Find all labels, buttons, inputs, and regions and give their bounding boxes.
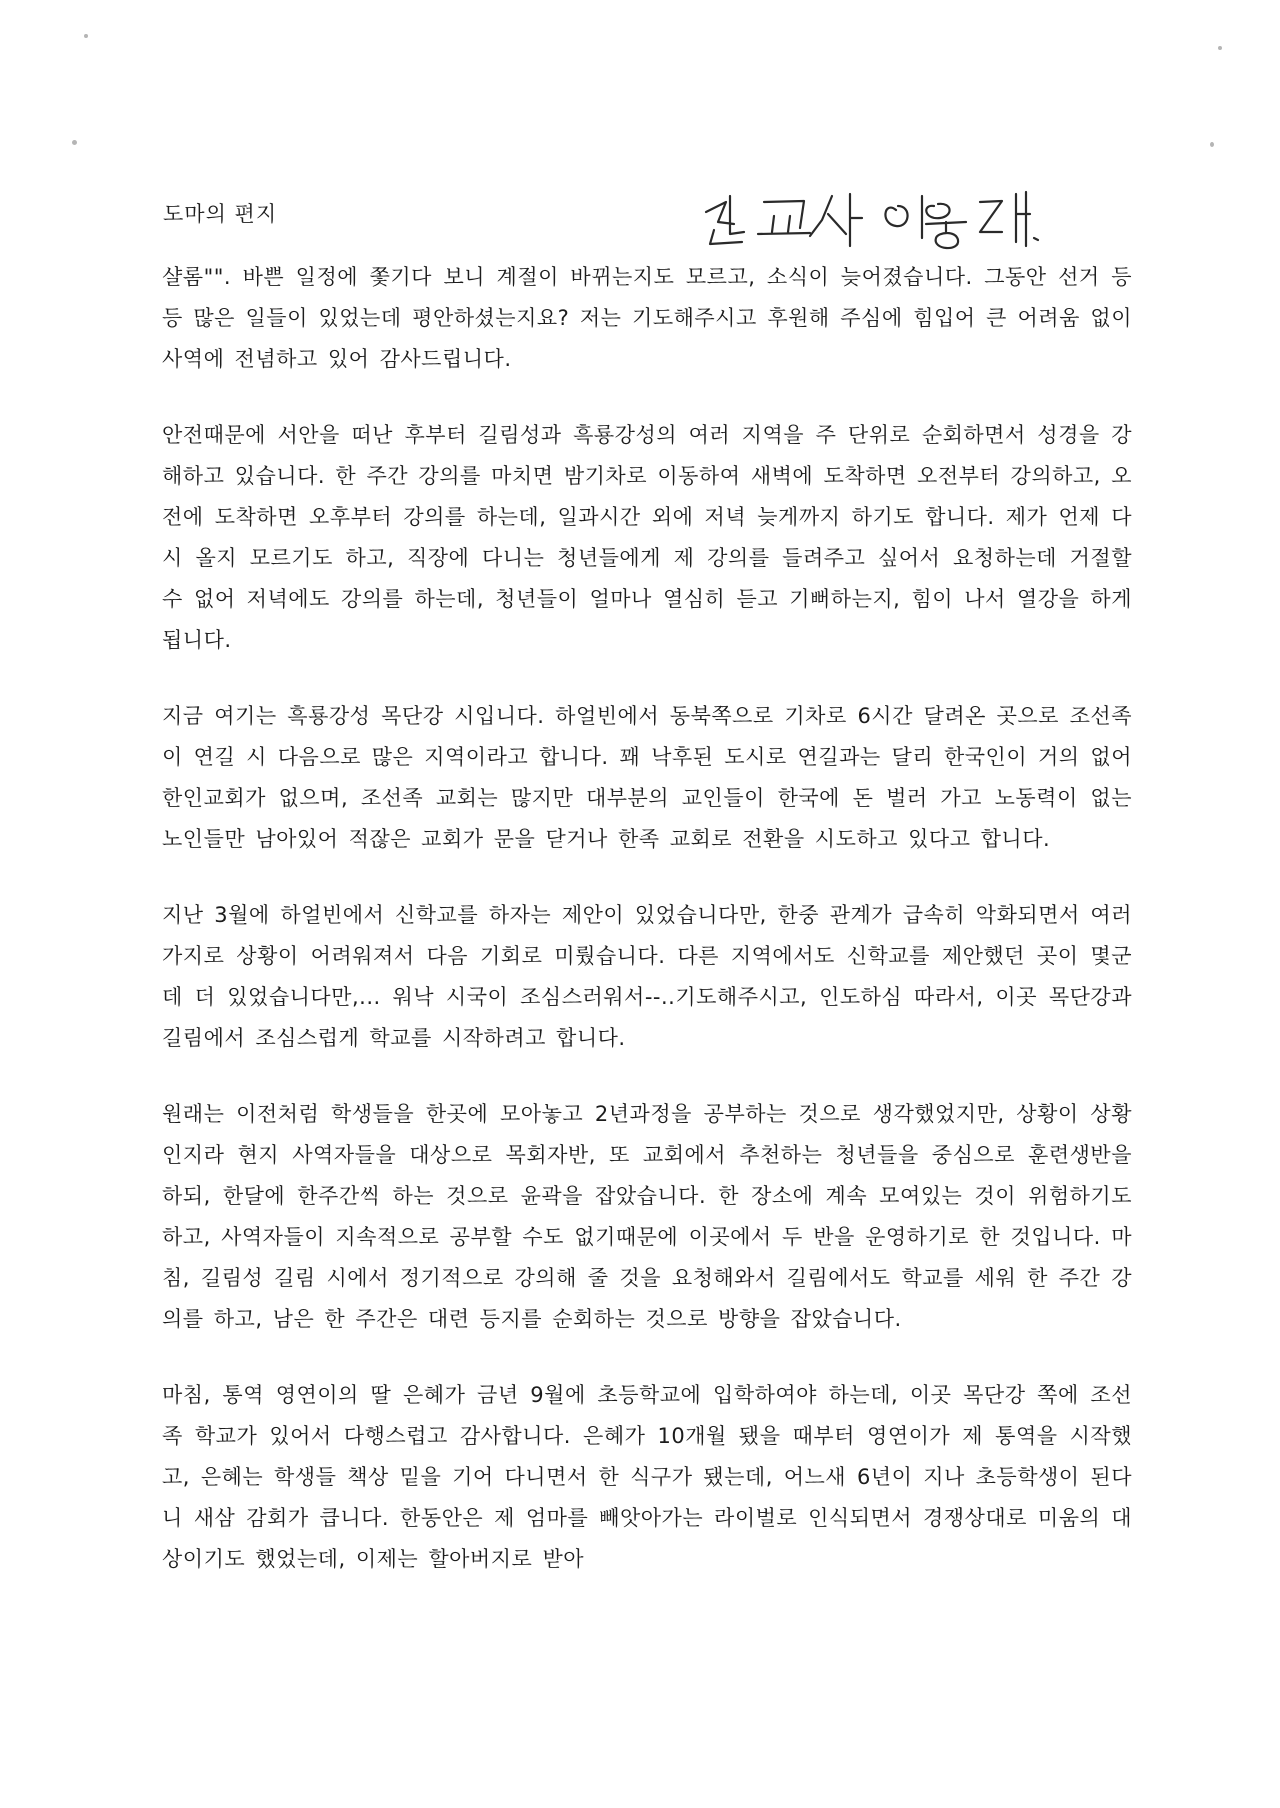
- paragraph-plan: 원래는 이전처럼 학생들을 한곳에 모아놓고 2년과정을 공부하는 것으로 생각했었지만, 상황이 상황인지라 현지 사역자들을 대상으로 목회자반, 또 교회에서 추천하는 청년들을 중심으로 훈련생반을 하되, 한달에 한주간씩 하는 것으로 윤곽을 잡았습니다. 한 장소에 계속 모여있는 것이 위험하기도 하고, 사역자들이 지속적으로 공부할 수도 없기때문에 이곳에서 두 반을 운영하기로 한 것입니다. 마침, 길림성 길림 시에서 정기적으로 강의해 줄 것을 요청해와서 길림에서도 학교를 세워 한 주간 강의를 하고, 남은 한 주간은 대련 등지를 순회하는 것으로 방향을 잡았습니다.: [162, 1102, 1132, 1331]
- scan-speck: [72, 140, 77, 145]
- letter-body: [162, 257, 1132, 1615]
- scan-speck: [84, 34, 88, 38]
- scan-speck: [1210, 142, 1214, 147]
- paragraph-mudanjiang: 지금 여기는 흑룡강성 목단강 시입니다. 하얼빈에서 동북쪽으로 기차로 6시간 달려온 곳으로 조선족이 연길 시 다음으로 많은 지역이라고 합니다. 꽤 낙후된 도시로 연길과는 달리 한국인이 거의 없어 한인교회가 없으며, 조선족 교회는 많지만 대부분의 교인들이 한국에 돈 벌러 가고 노동력이 없는 노인들만 남아있어 적잖은 교회가 문을 닫거나 한족 교회로 전환을 시도하고 있다고 합니다.: [162, 704, 1132, 851]
- paragraph-greeting: 샬롬"". 바쁜 일정에 쫓기다 보니 계절이 바뀌는지도 모르고, 소식이 늦어졌습니다. 그동안 선거 등등 많은 일들이 있었는데 평안하셨는지요? 저는 기도해주시고 후원해 주심에 힘입어 큰 어려움 없이 사역에 전념하고 있어 감사드립니다.: [162, 265, 1132, 371]
- paragraph-seminary: 지난 3월에 하얼빈에서 신학교를 하자는 제안이 있었습니다만, 한중 관계가 급속히 악화되면서 여러가지로 상황이 어려워져서 다음 기회로 미뤘습니다. 다른 지역에서도 신학교를 제안했던 곳이 몇군데 더 있었습니다만,... 워낙 시국이 조심스러워서--..기도해주시고, 인도하심 따라서, 이곳 목단강과 길림에서 조심스럽게 학교를 시작하려고 합니다.: [162, 903, 1132, 1050]
- paragraph-eunhye: 마침, 통역 영연이의 딸 은혜가 금년 9월에 초등학교에 입학하여야 하는데, 이곳 목단강 쪽에 조선족 학교가 있어서 다행스럽고 감사합니다. 은혜가 10개월 됐을 때부터 영연이가 제 통역을 시작했고, 은혜는 학생들 책상 밑을 기어 다니면서 한 식구가 됐는데, 어느새 6년이 지나 초등학생이 된다니 새삼 감회가 큽니다. 한동안은 제 엄마를 빼앗아가는 라이벌로 인식되면서 경쟁상대로 미움의 대상이기도 했었는데, 이제는 할아버지로 받아: [162, 1383, 1132, 1571]
- scan-speck: [1218, 46, 1222, 50]
- handwritten-signature: [700, 180, 1100, 260]
- letter-title: 도마의 편지: [163, 202, 278, 226]
- paragraph-travel: 안전때문에 서안을 떠난 후부터 길림성과 흑룡강성의 여러 지역을 주 단위로 순회하면서 성경을 강해하고 있습니다. 한 주간 강의를 마치면 밤기차로 이동하여 새벽에 도착하면 오전부터 강의하고, 오전에 도착하면 오후부터 강의를 하는데, 일과시간 외에 저녁 늦게까지 하기도 합니다. 제가 언제 다시 올지 모르기도 하고, 직장에 다니는 청년들에게 제 강의를 들려주고 싶어서 요청하는데 거절할 수 없어 저녁에도 강의를 하는데, 청년들이 얼마나 열심히 듣고 기뻐하는지, 힘이 나서 열강을 하게 됩니다.: [162, 423, 1132, 652]
